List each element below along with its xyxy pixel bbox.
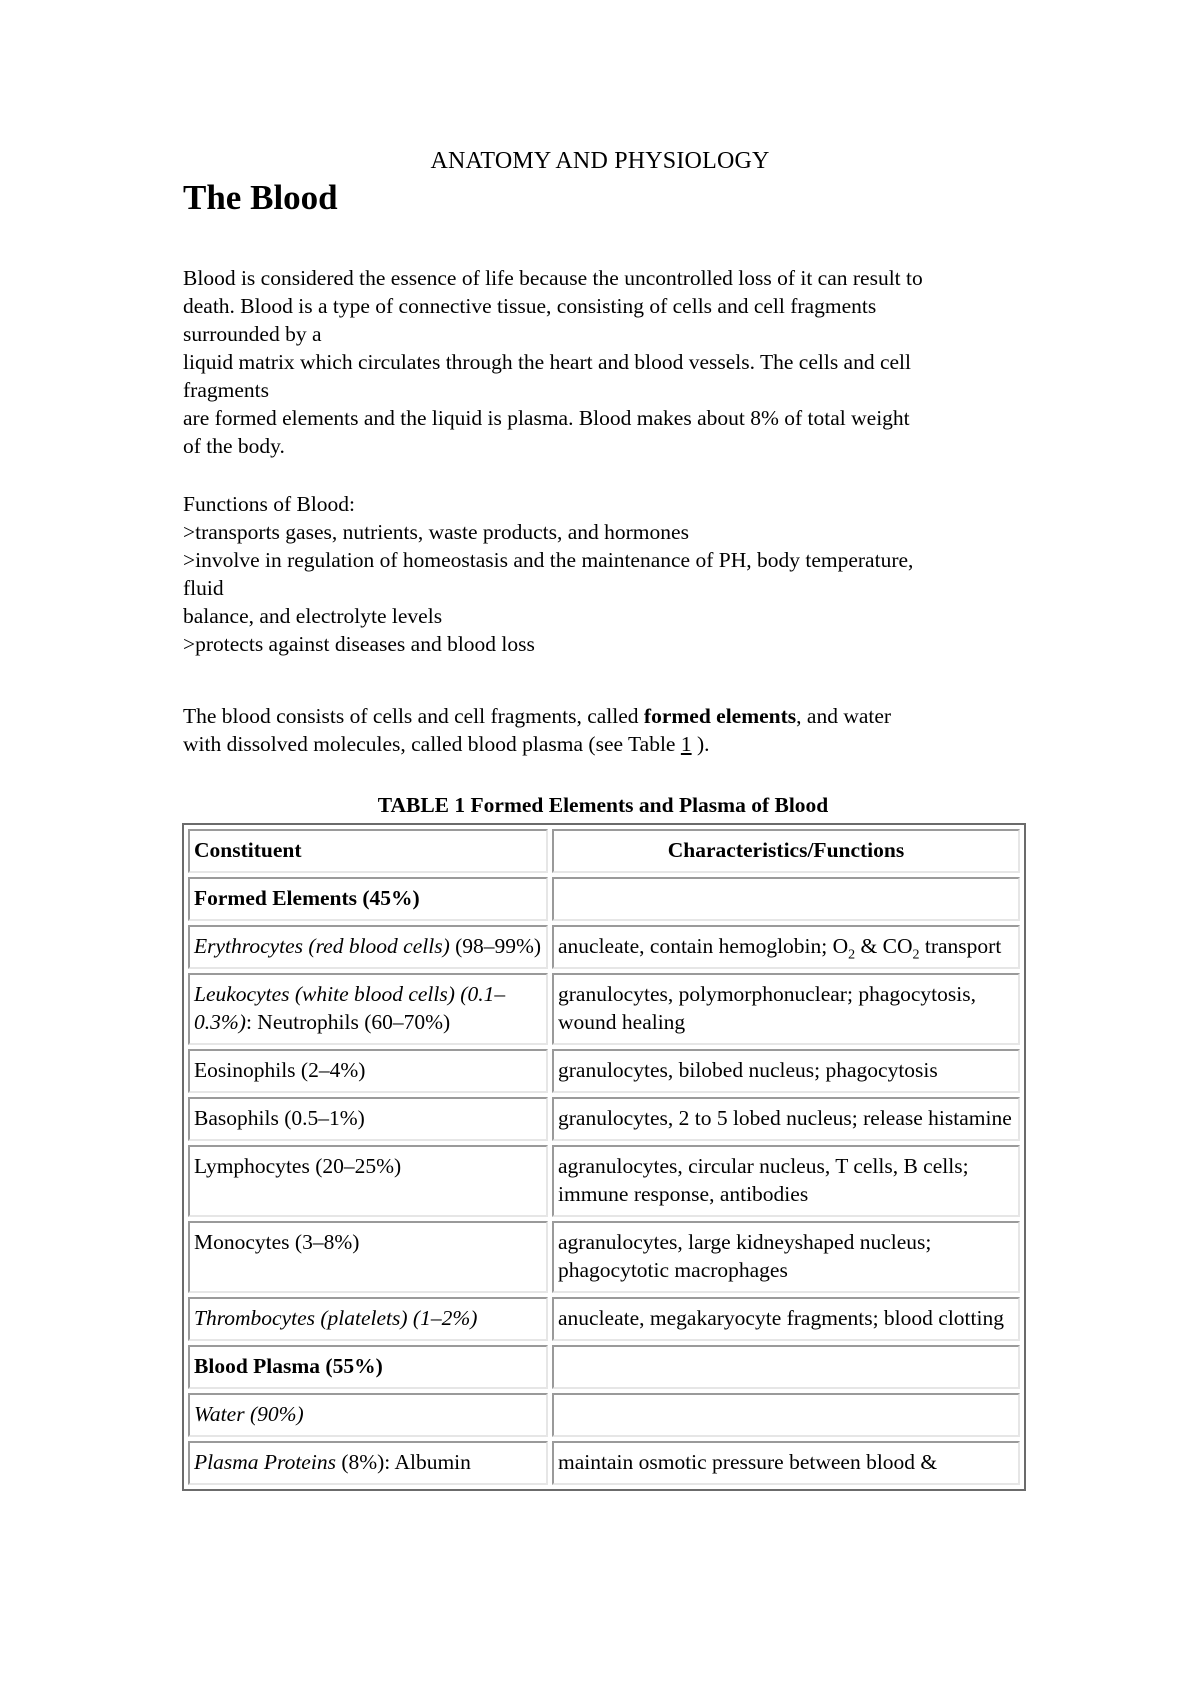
table-row xyxy=(188,1145,1020,1217)
characteristics-cell: agranulocytes, circular nucleus, T cells, B cells; immune response, antibodies xyxy=(552,1145,1020,1217)
characteristics-cell: granulocytes, 2 to 5 lobed nucleus; release histamine xyxy=(552,1097,1020,1141)
constituent-cell xyxy=(188,877,548,921)
table-row xyxy=(188,925,1020,969)
characteristics-cell xyxy=(552,1345,1020,1389)
constituent-cell xyxy=(188,973,548,1045)
constituent-name: Water (90%) xyxy=(194,1402,304,1426)
section-label: Blood Plasma (55%) xyxy=(194,1354,383,1378)
table-row xyxy=(188,1441,1020,1485)
formed-text: The blood consists of cells and cell fragments, called xyxy=(183,704,644,728)
function-line: >protects against diseases and blood loss xyxy=(183,632,535,656)
table-row xyxy=(188,1097,1020,1141)
subscript: 2 xyxy=(848,947,856,963)
constituent-percent: (98–99%) xyxy=(449,934,542,958)
intro-line: Blood is considered the essence of life because the uncontrolled loss of it can result to xyxy=(183,266,923,290)
intro-line: of the body. xyxy=(183,434,285,458)
table-row xyxy=(188,1345,1020,1389)
intro-paragraph xyxy=(183,264,1023,460)
characteristics-cell xyxy=(552,925,1020,969)
functions-section xyxy=(183,490,1023,658)
table-caption: TABLE 1 Formed Elements and Plasma of Blood xyxy=(377,793,829,817)
constituent-percent: : Neutrophils (60–70%) xyxy=(245,1010,451,1034)
page-title: The Blood xyxy=(183,178,338,217)
formed-elements-table xyxy=(182,823,1026,1491)
formed-line-2 xyxy=(183,730,1023,758)
function-line: >involve in regulation of homeostasis and the maintenance of PH, body temperature, xyxy=(183,548,914,572)
characteristics-text: anucleate, contain hemoglobin; O xyxy=(558,934,849,958)
function-line: fluid xyxy=(183,576,224,600)
constituent-cell xyxy=(188,1345,548,1389)
constituent-name: Erythrocytes (red blood cells) xyxy=(194,934,450,958)
intro-line: fragments xyxy=(183,378,269,402)
characteristics-text: transport xyxy=(919,934,1002,958)
table-row xyxy=(188,1049,1020,1093)
constituent-name: Thrombocytes (platelets) (1–2%) xyxy=(194,1306,478,1330)
characteristics-cell xyxy=(552,1393,1020,1437)
constituent-cell: Eosinophils (2–4%) xyxy=(188,1049,548,1093)
table-row xyxy=(188,973,1020,1045)
table-row xyxy=(188,1393,1020,1437)
formed-text: with dissolved molecules, called blood plasma (see Table xyxy=(183,732,681,756)
header-characteristics: Characteristics/Functions xyxy=(552,829,1020,873)
table-row xyxy=(188,1221,1020,1293)
constituent-name: Plasma Proteins xyxy=(194,1450,336,1474)
section-label: Formed Elements (45%) xyxy=(194,886,420,910)
header-constituent: Constituent xyxy=(188,829,548,873)
functions-heading: Functions of Blood: xyxy=(183,492,356,516)
table-reference-link[interactable]: 1 xyxy=(680,732,692,756)
constituent-cell: Lymphocytes (20–25%) xyxy=(188,1145,548,1217)
table-row xyxy=(188,877,1020,921)
subject-heading: ANATOMY AND PHYSIOLOGY xyxy=(430,148,770,174)
intro-line: are formed elements and the liquid is plasma. Blood makes about 8% of total weight xyxy=(183,406,910,430)
intro-line: surrounded by a xyxy=(183,322,322,346)
intro-line: liquid matrix which circulates through the heart and blood vessels. The cells and cell xyxy=(183,350,912,374)
table-row xyxy=(188,1297,1020,1341)
characteristics-cell: granulocytes, bilobed nucleus; phagocytosis xyxy=(552,1049,1020,1093)
constituent-percent: (8%): Albumin xyxy=(335,1450,471,1474)
constituent-cell: Basophils (0.5–1%) xyxy=(188,1097,548,1141)
table-header-row xyxy=(188,829,1020,873)
constituent-cell xyxy=(188,1441,548,1485)
function-line: >transports gases, nutrients, waste products, and hormones xyxy=(183,520,689,544)
constituent-cell xyxy=(188,1393,548,1437)
characteristics-cell xyxy=(552,877,1020,921)
formed-text: ). xyxy=(691,732,710,756)
characteristics-cell: granulocytes, polymorphonuclear; phagocytosis, wound healing xyxy=(552,973,1020,1045)
function-line: balance, and electrolyte levels xyxy=(183,604,443,628)
intro-line: death. Blood is a type of connective tissue, consisting of cells and cell fragments xyxy=(183,294,877,318)
constituent-name: Leukocytes (white blood cells) (0.1–0.3%) xyxy=(194,982,506,1034)
formed-elements-term: formed elements xyxy=(643,704,797,728)
characteristics-cell: agranulocytes, large kidneyshaped nucleus; phagocytotic macrophages xyxy=(552,1221,1020,1293)
constituent-cell xyxy=(188,925,548,969)
characteristics-cell: maintain osmotic pressure between blood & xyxy=(552,1441,1020,1485)
formed-line-1 xyxy=(183,702,1023,730)
formed-text: , and water xyxy=(796,704,892,728)
characteristics-cell: anucleate, megakaryocyte fragments; blood clotting xyxy=(552,1297,1020,1341)
characteristics-text: & CO xyxy=(855,934,913,958)
constituent-cell: Monocytes (3–8%) xyxy=(188,1221,548,1293)
constituent-cell xyxy=(188,1297,548,1341)
formed-elements-paragraph xyxy=(183,702,1023,758)
subscript: 2 xyxy=(912,947,920,963)
